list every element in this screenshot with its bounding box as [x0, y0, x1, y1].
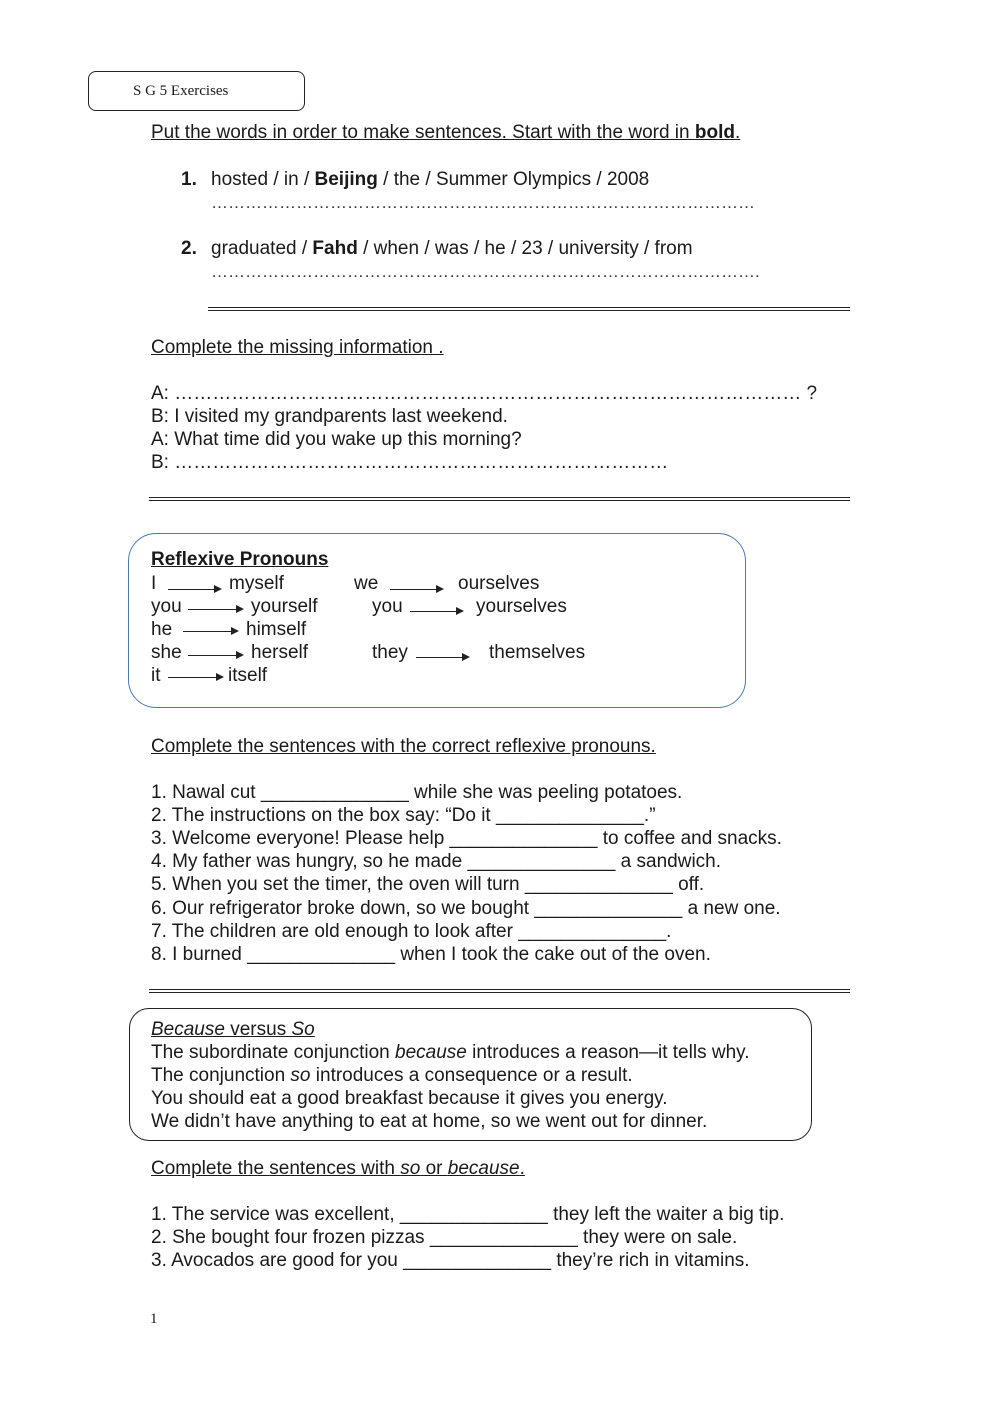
instr-text: Complete the sentences with [151, 1158, 401, 1179]
section4-instruction [151, 1158, 525, 1180]
scramble-item-2 [211, 238, 693, 260]
arrow-icon [188, 609, 242, 610]
rule-because [151, 1041, 750, 1064]
arrow-icon [168, 589, 220, 590]
section-divider [208, 307, 850, 311]
arrow-icon [168, 677, 222, 678]
exercise-sentence[interactable]: 6. Our refrigerator broke down, so we bought ______________ a new one. [151, 898, 781, 919]
rule-text: The conjunction [151, 1065, 291, 1086]
section-divider [149, 497, 850, 501]
dialogue-line[interactable]: B: …………………………………………………………………… [151, 452, 669, 473]
instr-italic: so [400, 1158, 421, 1179]
scramble-pre: hosted / in / [211, 169, 315, 190]
pronoun-from: it [151, 665, 161, 686]
section-divider [149, 989, 850, 993]
instr-text: or [420, 1158, 448, 1179]
exercise-sentence[interactable]: 3. Welcome everyone! Please help ______________ to coffee and snacks. [151, 828, 782, 849]
exercise-sentence[interactable]: 2. The instructions on the box say: “Do it ______________.” [151, 805, 656, 826]
exercise-sentence[interactable]: 1. The service was excellent, ______________ they left the waiter a big tip. [151, 1204, 785, 1225]
exercise-sentence[interactable]: 5. When you set the timer, the oven will turn ______________ off. [151, 874, 705, 895]
title-versus: versus [224, 1019, 292, 1040]
instr-end: . [519, 1158, 525, 1179]
section3-instruction: Complete the sentences with the correct reflexive pronouns. [151, 736, 656, 757]
scramble-post: / the / Summer Olympics / 2008 [377, 169, 650, 190]
item-number: 1. [181, 169, 197, 190]
answer-line-1[interactable]: …………………………………………………………………………………… [211, 193, 755, 212]
pronoun-from: I [151, 573, 157, 594]
rule-text: The subordinate conjunction [151, 1042, 395, 1063]
pronoun-from: you [151, 596, 182, 617]
exercise-sentence[interactable]: 3. Avocados are good for you ______________ they’re rich in vitamins. [151, 1250, 750, 1271]
exercise-sentence[interactable]: 4. My father was hungry, so he made ______________ a sandwich. [151, 851, 722, 872]
title-so: So [291, 1019, 315, 1040]
page-number: 1 [150, 1311, 158, 1327]
pronoun-from: we [354, 573, 379, 594]
instr-end: . [734, 122, 741, 143]
exercise-sentence[interactable]: 1. Nawal cut ______________ while she was peeling potatoes. [151, 782, 683, 803]
pronoun-to: themselves [489, 642, 586, 663]
rule-text: introduces a reason—it tells why. [466, 1042, 750, 1063]
instr-bold: bold [694, 122, 735, 143]
pronoun-to: itself [228, 665, 268, 686]
exercise-sentence[interactable]: 7. The children are old enough to look after ______________. [151, 921, 672, 942]
pronoun-from: he [151, 619, 173, 640]
exercise-sentence[interactable]: 8. I burned ______________ when I took the cake out of the oven. [151, 944, 711, 965]
arrow-icon [410, 611, 462, 612]
arrow-icon [416, 657, 468, 658]
pronoun-from: you [372, 596, 403, 617]
arrow-icon [188, 655, 242, 656]
rule-italic: so [290, 1065, 311, 1086]
reflexive-title: Reflexive Pronouns [151, 549, 329, 570]
section1-instruction [151, 122, 740, 144]
item-number: 2. [181, 238, 197, 259]
scramble-post: / when / was / he / 23 / university / from [357, 238, 693, 259]
arrow-icon [390, 589, 442, 590]
dialogue-line[interactable]: A: ……………………………………………………………………………………… ? [151, 383, 818, 404]
example-so: We didn’t have anything to eat at home, so we went out for dinner. [151, 1111, 708, 1132]
rule-so [151, 1064, 633, 1087]
worksheet-label-box [88, 71, 305, 111]
rule-italic: because [395, 1042, 467, 1063]
answer-line-2[interactable]: ……………………………………………………………………………………. [211, 262, 760, 281]
dialogue-line: B: I visited my grandparents last weekend. [151, 406, 508, 427]
section2-instruction: Complete the missing information . [151, 337, 444, 358]
dialogue-line: A: What time did you wake up this morning? [151, 429, 522, 450]
worksheet-label: S G 5 Exercises [133, 83, 229, 99]
scramble-bold-word: Beijing [314, 169, 378, 190]
title-because: Because [151, 1019, 225, 1040]
pronoun-to: herself [251, 642, 309, 663]
pronoun-to: ourselves [458, 573, 540, 594]
arrow-icon [183, 631, 237, 632]
example-because: You should eat a good breakfast because it gives you energy. [151, 1088, 668, 1109]
rule-text: introduces a consequence or a result. [310, 1065, 633, 1086]
scramble-pre: graduated / [211, 238, 313, 259]
pronoun-to: himself [246, 619, 307, 640]
because-so-title [151, 1018, 315, 1041]
pronoun-to: yourself [251, 596, 318, 617]
pronoun-from: they [372, 642, 408, 663]
scramble-bold-word: Fahd [312, 238, 358, 259]
exercise-sentence[interactable]: 2. She bought four frozen pizzas ______________ they were on sale. [151, 1227, 738, 1248]
instr-text: Put the words in order to make sentences. Start with the word in [151, 122, 695, 143]
pronoun-to: yourselves [476, 596, 567, 617]
pronoun-to: myself [229, 573, 284, 594]
scramble-item-1 [211, 169, 649, 191]
pronoun-from: she [151, 642, 182, 663]
instr-italic: because [447, 1158, 520, 1179]
